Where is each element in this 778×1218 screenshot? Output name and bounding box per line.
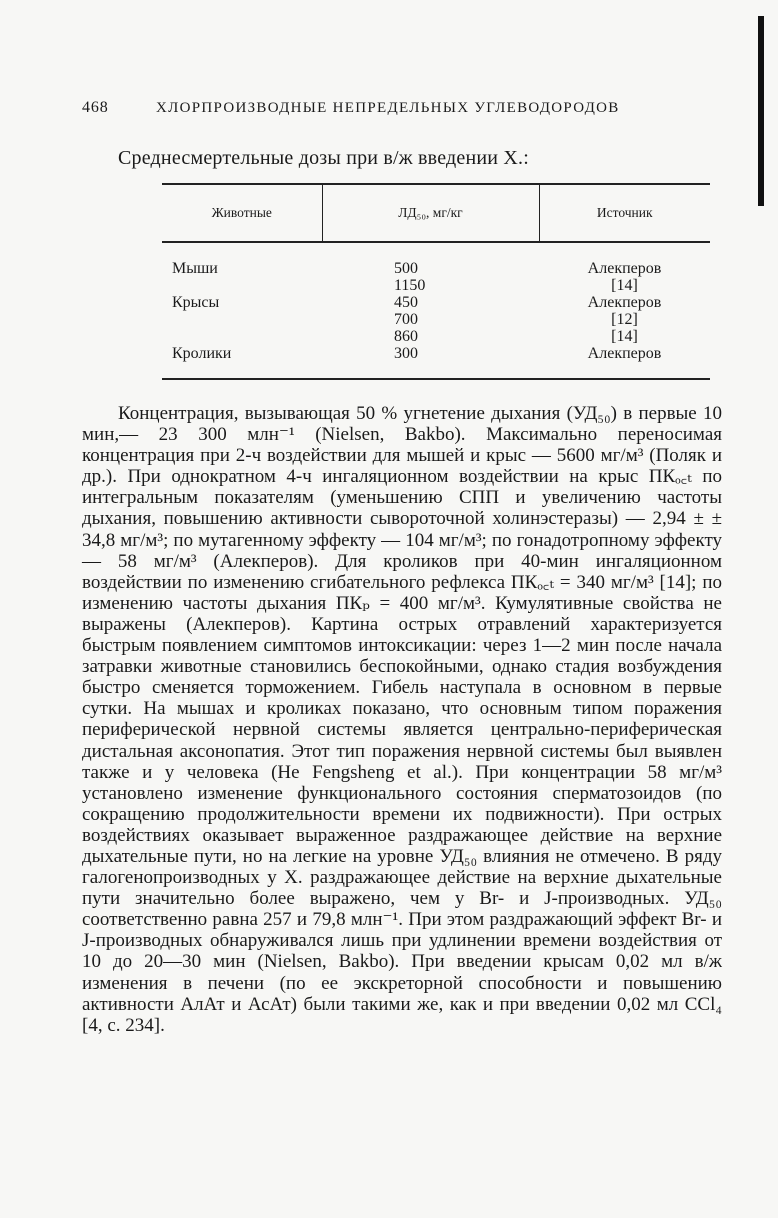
cell-animal (162, 277, 322, 294)
table-row (162, 345, 710, 379)
cell-source: Алекперов (587, 294, 662, 311)
running-head (82, 99, 722, 117)
cell-dose: 450 (394, 294, 418, 311)
header-ld50: ЛД₅₀, мг/кг (322, 184, 539, 242)
body-paragraph: Концентрация, вызывающая 50 % угнетение дыхания (УД₅₀) в первые 10 мин,— 23 300 млн⁻¹ (Nielsen, Bakbo). Максимально переносимая концентрация при 2-ч воздействии для мышей и крыс — 5600 мг/м³ (Поляк и др.). При однократном 4-ч ингаляционном воздействии на крыс ПКₒ꜀ₜ по интегральным показателям (уменьшению СПП и увеличению частоты дыхания, повышению активности сывороточной холинэстеразы) — 2,94 ± ± 34,8 мг/м³; по мутагенному эффекту — 104 мг/м³; по гонадотропному эффекту — 58 мг/м³ (Алекперов). Для кроликов при 40-мин ингаляционном воздействии по изменению сгибательного рефлекса ПКₒ꜀ₜ = 340 мг/м³ [14]; по изменению частоты дыхания ПКₚ = 400 мг/м³. Кумулятивные свойства не выражены (Алекперов). Картина острых отравлений характеризуется быстрым появлением симптомов интоксикации: через 1—2 мин после начала затравки животные становились беспокойными, однако стадия возбуждения быстро сменяется торможением. Гибель наступала в основном в первые сутки. На мышах и кроликах показано, что основным типом поражения периферической нервной системы является центрально-периферическая дистальная аксонопатия. Этот тип поражения нервной системы был выявлен также и у человека (He Fengsheng et al.). При концентрации 58 мг/м³ установлено изменение функционального состояния сперматозоидов (по сокращению продолжительности времени их подвижности). При острых воздействиях оказывает выраженное раздражающее действие на верхние дыхательные пути, но на легкие на уровне УД₅₀ влияния не отмечено. В ряду галогенопроизводных у X. раздражающее действие на верхние дыхательные пути значительно более выражено, чем у Br- и J-производных. УД₅₀ соответственно равна 257 и 79,8 млн⁻¹. При этом раздражающий эффект Br- и J-производных обнаруживался лишь при удлинении времени воздействия от 10 до 20—30 мин (Nielsen, Bakbo). При введении крысам 0,02 мл в/ж изменения в печени (по ее экскреторной способности и повышению активности АлАт и АсАт) были такими же, как и при введении 0,02 мл CCl₄ [4, с. 234]. (82, 403, 722, 1036)
table-row (162, 294, 710, 311)
header-animals: Животные (162, 184, 322, 242)
cell-source: Алекперов (539, 345, 710, 379)
page-number: 468 (82, 99, 109, 116)
cell-animal (162, 328, 322, 345)
cell-animal (162, 311, 322, 328)
cell-animal: Мыши (172, 260, 218, 277)
cell-dose: 300 (322, 345, 539, 379)
cell-dose: 1150 (394, 277, 426, 294)
cell-source: [14] (611, 277, 638, 294)
table-header-row (162, 184, 710, 242)
cell-dose: 500 (394, 260, 418, 277)
cell-animal: Кролики (162, 345, 322, 379)
table-row (162, 242, 710, 277)
header-source: Источник (539, 184, 710, 242)
cell-dose: 700 (394, 311, 418, 328)
page-edge-mark (758, 16, 764, 206)
chapter-title: ХЛОРПРОИЗВОДНЫЕ НЕПРЕДЕЛЬНЫХ УГЛЕВОДОРОДОВ (156, 100, 620, 116)
ld50-table (162, 183, 710, 380)
body-text (82, 403, 722, 1036)
cell-dose: 860 (394, 328, 418, 345)
cell-source: [12] (611, 311, 638, 328)
table-row (162, 328, 710, 345)
cell-animal: Крысы (172, 294, 220, 311)
cell-source: [14] (611, 328, 638, 345)
table-row (162, 277, 710, 294)
table-row (162, 311, 710, 328)
cell-source: Алекперов (587, 260, 662, 277)
table-caption: Среднесмертельные дозы при в/ж введении X.: (118, 147, 529, 169)
